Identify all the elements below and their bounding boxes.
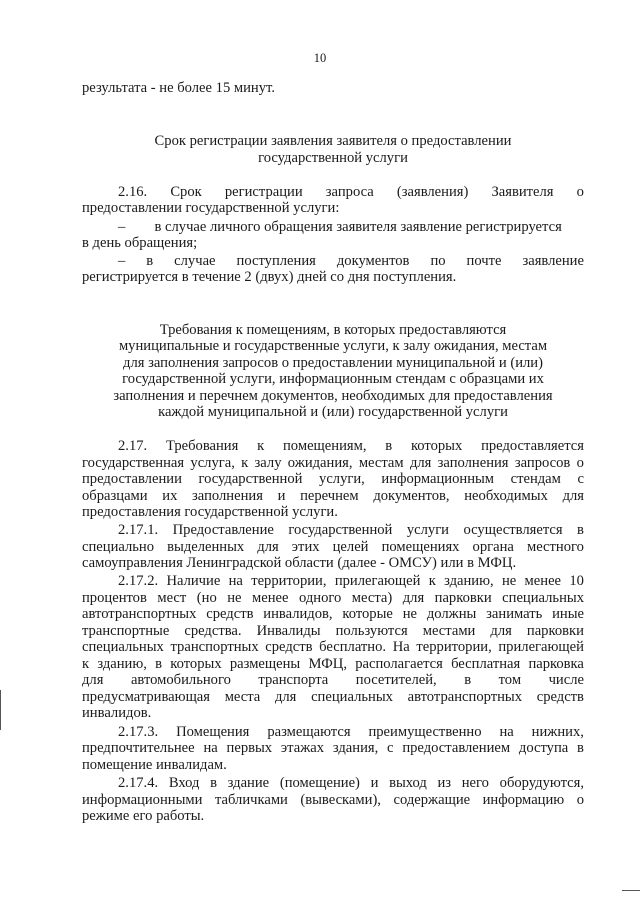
word: бесплатно. [319, 639, 387, 655]
word: информационным [381, 471, 495, 487]
paragraph-2-17-2-line-3 [82, 606, 584, 622]
word: размещаются [267, 724, 351, 740]
word: Заявителя [491, 184, 554, 200]
word: осуществляется [463, 522, 563, 538]
word: (вывесками), [300, 792, 381, 808]
word: Требования [165, 438, 239, 454]
word: в [464, 672, 472, 688]
word: по [430, 253, 446, 269]
word: местного [526, 539, 584, 555]
word: преимущественно [368, 724, 482, 740]
word: территории, [251, 573, 327, 589]
word: размещены [229, 656, 301, 672]
word: Срок [170, 184, 202, 200]
word: автотранспортных [82, 606, 197, 622]
word: табличками [214, 792, 288, 808]
word: средств [536, 689, 584, 705]
word: предпочтительнее [82, 740, 195, 756]
word: 2.17.2. [118, 573, 159, 589]
word: случае [174, 253, 216, 269]
word: для [257, 539, 279, 555]
word: не [501, 573, 517, 589]
word: выход [389, 775, 427, 791]
paragraph-2-17-2-line-6 [82, 656, 584, 672]
word: здание [227, 775, 270, 791]
word: к [428, 573, 436, 589]
word: На [392, 639, 410, 655]
paragraph-2-17-4-line-2 [82, 792, 584, 808]
word: должны [426, 606, 477, 622]
paragraph-2-17-4-line-1 [118, 775, 584, 791]
word: предусматривающая [82, 689, 210, 705]
word: 2.17.3. [118, 724, 159, 740]
word: специальных [311, 689, 393, 705]
word: места) [351, 590, 393, 606]
word: парковки [434, 590, 492, 606]
word: о [576, 184, 584, 200]
word: в [577, 740, 584, 756]
word: для [409, 455, 432, 471]
word: специальных [82, 639, 164, 655]
word: регистрации [224, 184, 303, 200]
word: перечнем [300, 488, 359, 504]
word: транспорта [258, 672, 329, 688]
word: на [203, 740, 218, 756]
word: 2.16. [118, 184, 148, 200]
word: этих [291, 539, 320, 555]
word: нижних, [531, 724, 584, 740]
word: ожидания, [287, 455, 353, 471]
word: информационными [82, 792, 203, 808]
word: 2.17.1. [118, 522, 159, 538]
word: местами [422, 623, 476, 639]
word: запросов [514, 455, 571, 471]
word: услуги [406, 522, 449, 538]
word: государственной [198, 471, 303, 487]
word: выделенных [167, 539, 245, 555]
word: Инвалиды [256, 623, 321, 639]
word: поступления [236, 253, 316, 269]
word: с [387, 740, 394, 756]
word: предоставлением [402, 740, 511, 756]
word: парковка [528, 656, 584, 672]
word: заполнения [437, 455, 509, 471]
word: этажах [280, 740, 325, 756]
word: и [370, 775, 379, 791]
paragraph-2-17-line-4 [82, 488, 584, 504]
word: него [461, 775, 489, 791]
word: занимать [486, 606, 543, 622]
word: документов, [373, 488, 450, 504]
word: Вход [168, 775, 200, 791]
paragraph-2-17-1-line-1 [118, 522, 584, 538]
word: зданию, [444, 573, 494, 589]
paragraph-2-17-4-line-3: режиме его работы. [82, 808, 205, 824]
word: числе [548, 672, 584, 688]
word: (помещение) [279, 775, 360, 791]
paragraph-2-17-2-line-2 [82, 590, 584, 606]
word: органа [472, 539, 514, 555]
word: прилегающей [498, 639, 584, 655]
word: инвалидов, [263, 606, 333, 622]
word: услуга, [190, 455, 235, 471]
word: (но [196, 590, 217, 606]
paragraph-2-17-2-line-1 [118, 573, 584, 589]
word: к [257, 438, 265, 454]
word: которых [170, 656, 222, 672]
word: стендам [510, 471, 561, 487]
paragraph-2-17-2-line-5 [82, 639, 584, 655]
word: местам [358, 455, 404, 471]
word: содержащие [393, 792, 471, 808]
section2-heading-line-5: заполнения и перечнем документов, необходимых для предоставления [113, 388, 553, 404]
word: образцами [82, 488, 148, 504]
paragraph-2-17-2-line-8 [82, 689, 584, 705]
word: (заявления) [396, 184, 469, 200]
word: к [82, 656, 90, 672]
word: здания, [332, 740, 379, 756]
word: и [277, 488, 286, 504]
word: бесплатная [451, 656, 521, 672]
word: из [437, 775, 452, 791]
section2-heading-line-4: государственной услуги, информационным стендам с образцами их [122, 371, 544, 387]
word: – [118, 253, 126, 269]
word: мест [157, 590, 187, 606]
section2-heading-line-1: Требования к помещениям, в которых предоставляются [159, 322, 507, 338]
word: на [228, 573, 243, 589]
word: пользуются [335, 623, 408, 639]
word: помещениям, [283, 438, 367, 454]
paragraph-2-17-3-line-2 [82, 740, 584, 756]
word: автотранспортных [407, 689, 523, 705]
word: МФЦ, [308, 656, 347, 672]
word: не [402, 606, 417, 622]
word: запроса [325, 184, 374, 200]
word: 10 [569, 573, 584, 589]
word: специально [82, 539, 155, 555]
word: почте [466, 253, 502, 269]
word: в [577, 522, 584, 538]
word: с [577, 471, 584, 487]
word: на [499, 724, 514, 740]
list-item-2-line-1 [118, 253, 584, 269]
word: прилегающей [334, 573, 421, 589]
word: средств [206, 606, 254, 622]
page-number: 10 [313, 51, 327, 65]
word: одного [298, 590, 342, 606]
paragraph-2-17-2-line-7 [82, 672, 584, 688]
word: предоставляется [481, 438, 584, 454]
word: к [241, 455, 249, 471]
word: Наличие [166, 573, 221, 589]
paragraph-2-17-line-5: предоставления государственной услуги. [82, 504, 338, 520]
paragraph-2-16-line-2: предоставлении государственной услуги: [82, 200, 340, 216]
word: предоставлении [82, 471, 182, 487]
paragraph-2-17-1-line-3: самоуправления Ленинградской области (далее - ОМСУ) или в МФЦ. [82, 555, 517, 571]
word: для [274, 689, 297, 705]
scan-edge-mark-left [0, 690, 1, 730]
word: для [562, 488, 584, 504]
word: том [498, 672, 522, 688]
paragraph-2-17-1-line-2 [82, 539, 584, 555]
word: в [385, 438, 393, 454]
word: о [576, 792, 584, 808]
word: не [227, 590, 242, 606]
word: парковки [526, 623, 584, 639]
word: 2.17. [118, 438, 148, 454]
word: их [162, 488, 178, 504]
word: места [224, 689, 261, 705]
section2-heading-line-6: каждой муниципальной и (или) государственной услуги [158, 404, 508, 420]
word: процентов [82, 590, 147, 606]
word: в [155, 656, 163, 672]
word: информацию [482, 792, 565, 808]
word: Предоставление [172, 522, 274, 538]
list-item-1-line-1: – в случае личного обращения заявителя заявление регистрируется [118, 219, 562, 235]
word: территории, [416, 639, 492, 655]
word: транспортные [82, 623, 170, 639]
paragraph-2-17-3-line-1 [118, 724, 584, 740]
word: которые [342, 606, 393, 622]
word: иные [552, 606, 584, 622]
word: оборудуются, [499, 775, 584, 791]
word: для [490, 623, 512, 639]
word: транспортных [170, 639, 259, 655]
word: заполнения [192, 488, 263, 504]
section1-heading-line-2: государственной услуги [258, 150, 408, 166]
word: услуги, [319, 471, 365, 487]
paragraph-2-17-line-1 [118, 438, 584, 454]
word: средства. [184, 623, 242, 639]
word: доступа [518, 740, 569, 756]
list-item-1-line-2: в день обращения; [82, 235, 198, 251]
word: автомобильного [130, 672, 231, 688]
paragraph-2-17-2-line-4 [82, 623, 584, 639]
paragraph-2-17-2-line-9: инвалидов. [82, 705, 152, 721]
word: средств [265, 639, 313, 655]
section2-heading-line-2: муниципальные и государственные услуги, к залу ожидания, местам [118, 338, 548, 354]
word: целей [332, 539, 369, 555]
scan-edge-mark-bottom [622, 890, 640, 891]
word: специальных [502, 590, 584, 606]
paragraph-2-16-line-1 [118, 184, 584, 200]
word: зданию, [97, 656, 147, 672]
word: государственная [82, 455, 185, 471]
paragraph-2-17-line-3 [82, 471, 584, 487]
word: Помещения [176, 724, 250, 740]
word: помещениях [381, 539, 460, 555]
word: посетителей, [355, 672, 437, 688]
section2-heading-line-3: для заполнения запросов о предоставлении муниципальной и (или) [123, 355, 543, 371]
word: для [402, 590, 425, 606]
section1-heading-line-1: Срок регистрации заявления заявителя о предоставлении [154, 133, 512, 149]
word: государственной [288, 522, 393, 538]
word: первых [226, 740, 273, 756]
paragraph-2-17-line-2 [82, 455, 584, 471]
word: залу [254, 455, 282, 471]
word: необходимых [464, 488, 548, 504]
word: располагается [355, 656, 443, 672]
word: менее [252, 590, 289, 606]
word: о [576, 455, 584, 471]
word: документов [336, 253, 410, 269]
word: менее [524, 573, 562, 589]
intro-line: результата - не более 15 минут. [82, 80, 275, 96]
word: которых [410, 438, 463, 454]
paragraph-2-17-3-line-3: помещение инвалидам. [82, 757, 227, 773]
word: 2.17.4. [118, 775, 159, 791]
word: в [210, 775, 217, 791]
word: заявление [522, 253, 584, 269]
word: в [146, 253, 154, 269]
list-item-2-line-2: регистрируется в течение 2 (двух) дней со дня поступления. [82, 269, 457, 285]
word: для [82, 672, 104, 688]
